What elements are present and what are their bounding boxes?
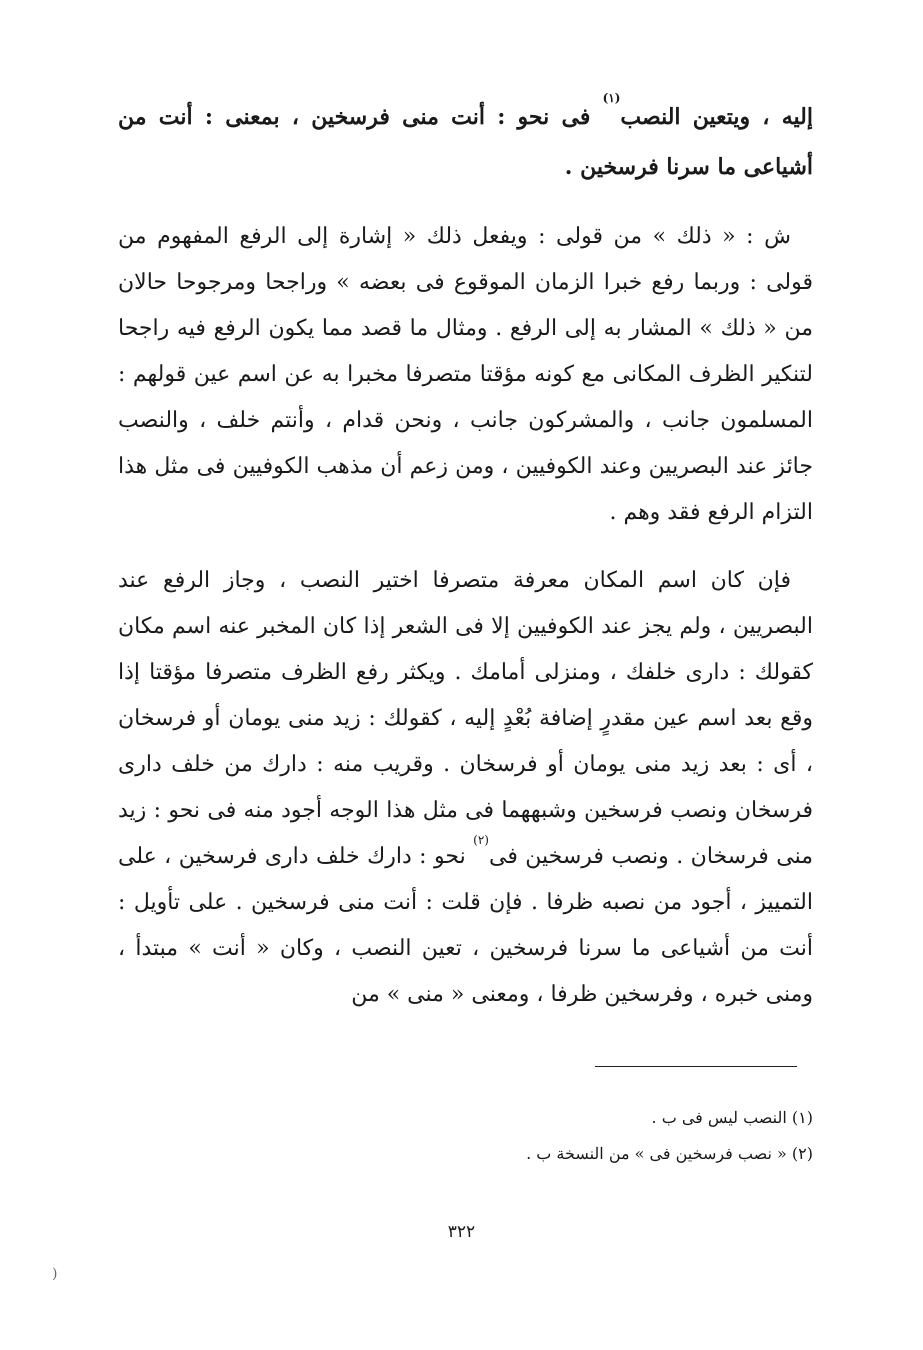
body-text-start: فإن كان اسم المكان معرفة متصرفا اختير النصب ، وجاز الرفع عند البصريين ، ولم يجز عند الكوفيين إلا فى الشعر إذا كان المخبر عنه اسم مكان كقولك : دارى خلفك ، ومنزلى أمامك . ويكثر رفع الظرف متصرفا مؤقتا إذا وقع بعد اسم عين مقدرٍ إضافة بُعْدٍ إليه ، كقولك : زيد منى يومان أو فرسخان ، أى : بعد زيد منى يومان أو فرسخان . وقريب منه : دارك من خلف دارى فرسخان ونصب فرسخين وشبههما فى مثل هذا الوجه أجود منه فى نحو : زيد منى فرسخان . ونصب فرسخين فى [118,568,813,869]
footnote-ref-2: (٢) [473,833,489,847]
footnote-2: (٢) « نصب فرسخين فى » من النسخة ب . [526,1144,813,1163]
margin-mark: ( [52,1266,58,1282]
body-paragraph [118,558,813,1018]
page-body [118,92,813,1018]
heading-text-end: فى نحو : أنت منى فرسخين ، بمعنى : أنت من أشياعى ما سرنا فرسخين . [118,104,813,180]
body-text-end: نحو : دارك خلف دارى فرسخين ، على التمييز ، أجود من نصبه ظرفا . فإن قلت : أنت منى فرسخين . على تأويل : أنت من أشياعى ما سرنا فرسخين ، تعين النصب ، وكان « أنت » مبتدأ ، ومنى خبره ، وفرسخين ظرفا ، ومعنى « منى » من [118,844,813,1007]
footnote-divider [595,1066,797,1067]
page-number: ٣٢٢ [447,1222,476,1242]
heading-text-start: إليه ، ويتعين النصب [620,104,813,130]
heading-paragraph [118,92,813,192]
footnote-ref-1: (١) [602,91,621,105]
commentary-paragraph: ش : « ذلك » من قولى : ويفعل ذلك « إشارة إلى الرفع المفهوم من قولى : وربما رفع خبرا الزمان الموقوع فى بعضه » وراجحا ومرجوحا حالان من « ذلك » المشار به إلى الرفع . ومثال ما قصد مما يكون الرفع فيه راجحا لتنكير الظرف المكانى مع كونه مؤقتا متصرفا مخبرا به عن اسم عين قولهم : المسلمون جانب ، والمشركون جانب ، ونحن قدام ، وأنتم خلف ، والنصب جائز عند البصريين وعند الكوفيين ، ومن زعم أن مذهب الكوفيين فى مثل هذا التزام الرفع فقد وهم . [118,224,813,525]
footnote-1: (١) النصب ليس فى ب . [651,1108,813,1127]
footnotes [118,1100,813,1172]
